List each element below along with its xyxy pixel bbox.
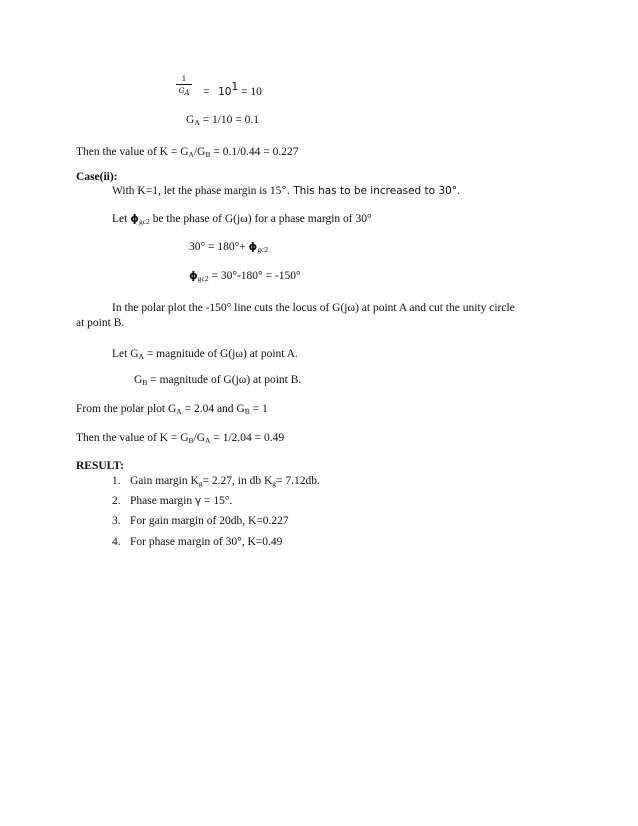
result-item-1 bbox=[112, 474, 320, 491]
result-num: 3. bbox=[112, 515, 121, 527]
eq3-t1: 30° = 180°+ bbox=[189, 241, 249, 253]
then2-t1: Then the value of K = G bbox=[76, 432, 189, 444]
case-ii-heading: Case(ii): bbox=[76, 171, 118, 183]
r1-t1: Gain margin K bbox=[130, 475, 199, 487]
power-exp: 1 bbox=[231, 81, 239, 93]
then2-s2: A bbox=[205, 436, 211, 445]
r1-s2: g bbox=[272, 479, 277, 488]
fp-s2: B bbox=[244, 407, 250, 416]
fraction-bar bbox=[176, 84, 192, 85]
then2-t3: = 1/2.04 = 0.49 bbox=[210, 432, 285, 444]
polar-paragraph-line2: at point B. bbox=[76, 317, 125, 329]
ga-rest: = 1/10 = 0.1 bbox=[199, 114, 260, 126]
then1-t2: /G bbox=[193, 146, 206, 158]
phi-symbol: ϕ bbox=[189, 269, 198, 282]
fp-t3: = 1 bbox=[249, 403, 268, 415]
fraction-one-over-ga bbox=[176, 74, 192, 98]
result-item-2 bbox=[112, 494, 232, 508]
polar-paragraph-line1: In the polar plot the -150° line cuts the locus of G(jω) at point A and cut the unity circle bbox=[112, 302, 515, 314]
equation-ga bbox=[186, 113, 259, 130]
fp-t2: = 2.04 and G bbox=[181, 403, 245, 415]
den-g: G bbox=[178, 86, 185, 95]
r1-s1: g bbox=[198, 479, 203, 488]
ga-g: G bbox=[186, 114, 195, 126]
result-heading: RESULT: bbox=[76, 460, 124, 472]
gb-t2: = magnitude of G(jω) at point B. bbox=[147, 374, 302, 386]
den-sub: A bbox=[184, 89, 190, 97]
letga-t2: = magnitude of G(jω) at point A. bbox=[143, 348, 298, 360]
equation-power bbox=[203, 80, 262, 99]
phi-symbol: ϕ bbox=[248, 240, 258, 253]
then1-s1: A bbox=[188, 150, 194, 159]
r1-t3: = 7.12db. bbox=[276, 475, 320, 487]
letphi-t2: be the phase of G(jω) for a phase margin of 30° bbox=[149, 213, 372, 225]
r1-t2: = 2.27, in db K bbox=[202, 475, 273, 487]
eq3-sub: gc2 bbox=[257, 245, 269, 254]
power-base: 10 bbox=[218, 86, 232, 98]
fp-t1: From the polar plot G bbox=[76, 403, 177, 415]
case2-b: °. This has to be increased to 30°. bbox=[281, 185, 461, 197]
result-item-4 bbox=[112, 535, 282, 549]
case-ii-line bbox=[112, 184, 460, 198]
r2-t1: Phase margin bbox=[130, 495, 195, 507]
let-ga-line bbox=[112, 347, 298, 364]
eq4-t1: = 30°-180° = -150° bbox=[208, 270, 301, 282]
then2-s1: B bbox=[188, 436, 194, 445]
gamma-symbol: γ bbox=[194, 495, 202, 507]
fraction-denominator bbox=[176, 86, 192, 98]
result-item-3 bbox=[112, 514, 289, 528]
fraction-numerator: 1 bbox=[181, 74, 187, 83]
let-phi-line bbox=[112, 212, 372, 229]
then2-t2: /G bbox=[193, 432, 206, 444]
r4-t1: For phase margin of 30°, K=0.49 bbox=[130, 536, 283, 548]
result-num: 2. bbox=[112, 495, 121, 507]
letphi-sub: gc2 bbox=[138, 217, 150, 226]
letga-t1: Let G bbox=[112, 348, 139, 360]
eq-sign: = bbox=[203, 86, 210, 98]
then1-s2: B bbox=[205, 150, 211, 159]
then-value-k-1 bbox=[76, 145, 299, 162]
gb-t1: G bbox=[134, 374, 143, 386]
then-value-k-2 bbox=[76, 431, 284, 448]
from-polar-line bbox=[76, 402, 268, 419]
ga-sub: A bbox=[194, 118, 200, 127]
then1-t3: = 0.1/0.44 = 0.227 bbox=[210, 146, 299, 158]
r3-t1: For gain margin of 20db, K=0.227 bbox=[130, 515, 289, 527]
phi-symbol: ϕ bbox=[130, 212, 139, 225]
r2-t2: = 15°. bbox=[201, 495, 233, 507]
letphi-t1: Let bbox=[112, 213, 131, 225]
gb-line bbox=[134, 373, 301, 390]
case2-a: With K=1, let the phase margin is 15 bbox=[112, 185, 282, 197]
then1-t1: Then the value of K = G bbox=[76, 146, 189, 158]
gb-sub: B bbox=[142, 378, 148, 387]
eq4-sub: gc2 bbox=[197, 274, 209, 283]
result-num: 4. bbox=[112, 536, 121, 548]
equation-phase-sum bbox=[189, 240, 272, 257]
fp-s1: A bbox=[176, 407, 182, 416]
equation-phase-result bbox=[189, 269, 301, 286]
eq3-trail: . bbox=[268, 245, 272, 254]
power-rest: = 10 bbox=[238, 86, 262, 98]
result-num: 1. bbox=[112, 475, 121, 487]
letga-sub: A bbox=[138, 352, 144, 361]
